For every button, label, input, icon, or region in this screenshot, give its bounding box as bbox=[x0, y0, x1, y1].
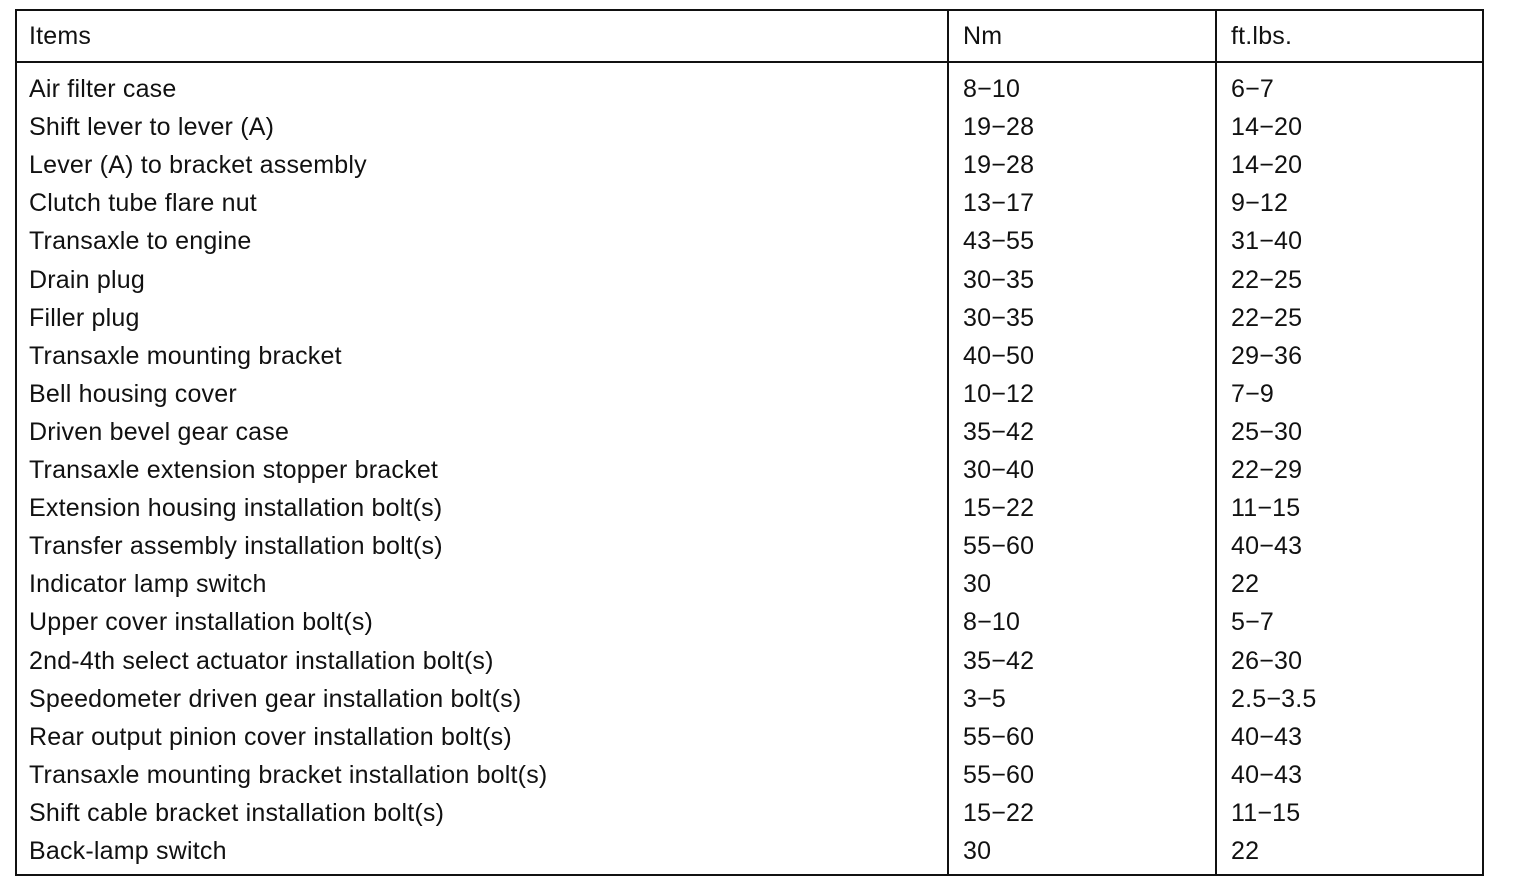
header-nm: Nm bbox=[963, 22, 1003, 50]
row-nm-cell: 55−60 bbox=[963, 723, 1035, 751]
row-nm-cell: 10−12 bbox=[963, 380, 1035, 408]
row-ftlbs-cell: 25−30 bbox=[1231, 418, 1303, 446]
row-item-cell: Drain plug bbox=[29, 266, 145, 294]
row-item-cell: Transaxle to engine bbox=[29, 227, 252, 255]
row-nm-cell: 19−28 bbox=[963, 113, 1035, 141]
row-nm-cell: 30 bbox=[963, 837, 992, 865]
row-item-cell: Speedometer driven gear installation bolt(s) bbox=[29, 685, 522, 713]
row-nm-cell: 35−42 bbox=[963, 647, 1035, 675]
row-nm-cell: 15−22 bbox=[963, 799, 1035, 827]
row-ftlbs-cell: 31−40 bbox=[1231, 227, 1303, 255]
row-item-cell: Driven bevel gear case bbox=[29, 418, 290, 446]
row-item-cell: Shift cable bracket installation bolt(s) bbox=[29, 799, 445, 827]
row-nm-cell: 55−60 bbox=[963, 761, 1035, 789]
row-item-cell: Air filter case bbox=[29, 75, 177, 103]
row-ftlbs-cell: 40−43 bbox=[1231, 532, 1303, 560]
row-nm-cell: 30−35 bbox=[963, 304, 1035, 332]
row-ftlbs-cell: 11−15 bbox=[1231, 494, 1301, 522]
row-ftlbs-cell: 14−20 bbox=[1231, 151, 1303, 179]
row-ftlbs-cell: 22−29 bbox=[1231, 456, 1303, 484]
row-item-cell: Lever (A) to bracket assembly bbox=[29, 151, 367, 179]
row-ftlbs-cell: 22 bbox=[1231, 570, 1260, 598]
row-ftlbs-cell: 2.5−3.5 bbox=[1231, 685, 1317, 713]
row-ftlbs-cell: 22−25 bbox=[1231, 266, 1303, 294]
header-divider bbox=[17, 61, 1482, 63]
row-nm-cell: 55−60 bbox=[963, 532, 1035, 560]
row-nm-cell: 13−17 bbox=[963, 189, 1035, 217]
row-nm-cell: 40−50 bbox=[963, 342, 1035, 370]
row-item-cell: Clutch tube flare nut bbox=[29, 189, 257, 217]
row-ftlbs-cell: 6−7 bbox=[1231, 75, 1275, 103]
row-ftlbs-cell: 5−7 bbox=[1231, 608, 1275, 636]
row-ftlbs-cell: 29−36 bbox=[1231, 342, 1303, 370]
row-item-cell: Filler plug bbox=[29, 304, 140, 332]
row-item-cell: Back-lamp switch bbox=[29, 837, 227, 865]
row-nm-cell: 43−55 bbox=[963, 227, 1035, 255]
row-ftlbs-cell: 22−25 bbox=[1231, 304, 1303, 332]
row-item-cell: Upper cover installation bolt(s) bbox=[29, 608, 374, 636]
row-item-cell: Transaxle mounting bracket installation bolt(s) bbox=[29, 761, 548, 789]
row-item-cell: Transfer assembly installation bolt(s) bbox=[29, 532, 443, 560]
row-nm-cell: 35−42 bbox=[963, 418, 1035, 446]
row-nm-cell: 8−10 bbox=[963, 75, 1021, 103]
row-nm-cell: 15−22 bbox=[963, 494, 1035, 522]
column-divider-nm bbox=[947, 11, 949, 874]
row-item-cell: Indicator lamp switch bbox=[29, 570, 267, 598]
row-item-cell: Extension housing installation bolt(s) bbox=[29, 494, 443, 522]
row-ftlbs-cell: 40−43 bbox=[1231, 761, 1303, 789]
row-item-cell: Shift lever to lever (A) bbox=[29, 113, 275, 141]
header-items: Items bbox=[29, 22, 92, 50]
row-ftlbs-cell: 11−15 bbox=[1231, 799, 1301, 827]
torque-spec-table bbox=[15, 9, 1484, 876]
row-ftlbs-cell: 40−43 bbox=[1231, 723, 1303, 751]
row-ftlbs-cell: 26−30 bbox=[1231, 647, 1303, 675]
row-ftlbs-cell: 22 bbox=[1231, 837, 1260, 865]
row-item-cell: Transaxle extension stopper bracket bbox=[29, 456, 439, 484]
row-nm-cell: 19−28 bbox=[963, 151, 1035, 179]
row-item-cell: 2nd-4th select actuator installation bolt(s) bbox=[29, 647, 494, 675]
row-item-cell: Rear output pinion cover installation bolt(s) bbox=[29, 723, 512, 751]
row-nm-cell: 30−35 bbox=[963, 266, 1035, 294]
row-ftlbs-cell: 7−9 bbox=[1231, 380, 1275, 408]
row-ftlbs-cell: 14−20 bbox=[1231, 113, 1303, 141]
header-ftlbs: ft.lbs. bbox=[1231, 22, 1293, 50]
row-ftlbs-cell: 9−12 bbox=[1231, 189, 1289, 217]
row-item-cell: Transaxle mounting bracket bbox=[29, 342, 342, 370]
row-item-cell: Bell housing cover bbox=[29, 380, 237, 408]
row-nm-cell: 30 bbox=[963, 570, 992, 598]
row-nm-cell: 3−5 bbox=[963, 685, 1007, 713]
column-divider-ftlbs bbox=[1215, 11, 1217, 874]
row-nm-cell: 8−10 bbox=[963, 608, 1021, 636]
row-nm-cell: 30−40 bbox=[963, 456, 1035, 484]
